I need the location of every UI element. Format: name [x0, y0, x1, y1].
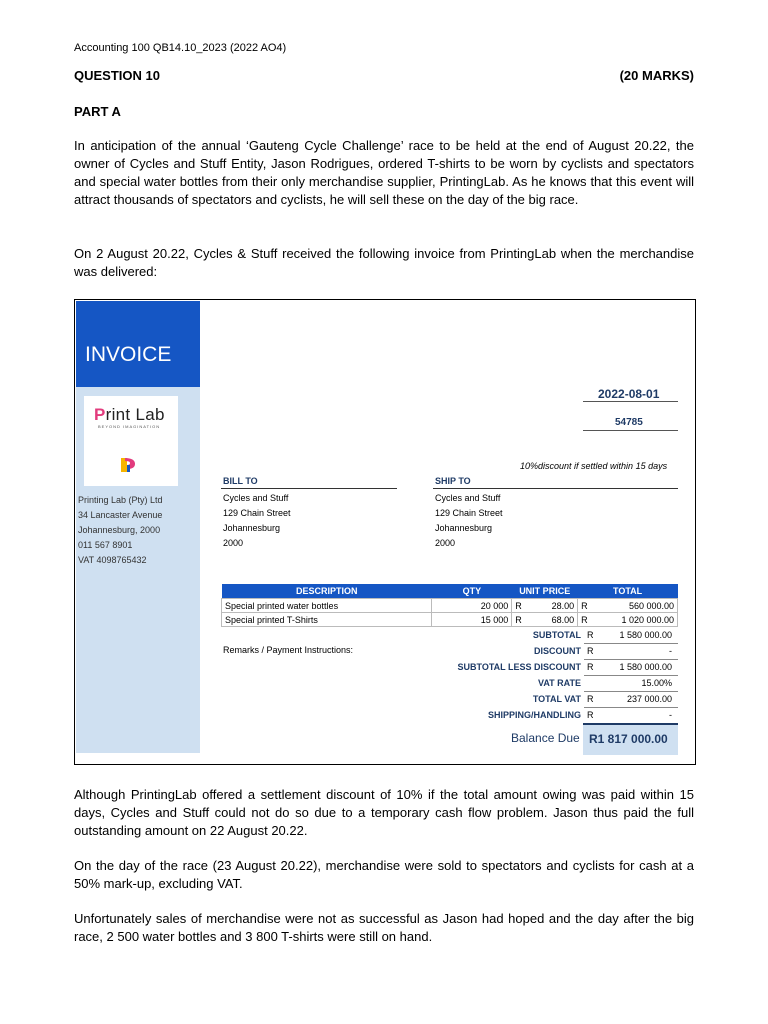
invoice-number: 54785 [615, 417, 643, 428]
supplier-address: Printing Lab (Pty) Ltd 34 Lancaster Avenue Johannesburg, 2000 011 567 8901 VAT 4098765432 [78, 495, 163, 565]
summary-value: 1 580 000.00 [619, 662, 672, 672]
divider [583, 401, 678, 402]
discount-note: 10%discount if settled within 15 days [520, 461, 668, 471]
divider [584, 643, 678, 644]
summary-value: 1 580 000.00 [619, 630, 672, 640]
summary-label: SUBTOTAL LESS DISCOUNT [457, 662, 581, 672]
balance-due-label: Balance Due [511, 731, 580, 745]
divider [584, 675, 678, 676]
remarks-label: Remarks / Payment Instructions: [223, 645, 354, 655]
column-header: UNIT PRICE [512, 584, 578, 599]
column-header: TOTAL [578, 584, 678, 599]
logo-wordmark: Print Lab [94, 405, 165, 424]
summary-label: VAT RATE [538, 678, 581, 688]
summary-value: - [669, 646, 672, 656]
divider [584, 659, 678, 660]
column-header: QTY [432, 584, 512, 599]
bill-to-address: Cycles and Stuff 129 Chain Street Johannesburg 2000 [223, 493, 291, 548]
summary-value: 15.00% [641, 678, 672, 688]
summary-value: 237 000.00 [626, 694, 672, 704]
summary-label: TOTAL VAT [532, 694, 581, 704]
paragraph-2: On 2 August 20.22, Cycles & Stuff received the following invoice from PrintingLab when the merchandise was delivered: [74, 246, 694, 279]
divider [583, 430, 678, 431]
line-items-table [221, 584, 678, 627]
summary-currency: R [587, 630, 594, 640]
invoice-date: 2022-08-01 [598, 387, 660, 401]
question-marks: (20 MARKS) [619, 68, 694, 83]
summary-currency: R [587, 694, 594, 704]
table-row: Special printed T-Shirts 15 000 R 68.00 R 1 020 000.00 [222, 613, 678, 627]
divider [433, 488, 678, 489]
summary-value: - [669, 710, 672, 720]
balance-due-box [583, 723, 678, 755]
divider [221, 488, 397, 489]
summary-currency: R [587, 646, 594, 656]
paragraph-5: Unfortunately sales of merchandise were not as successful as Jason had hoped and the day after the big race, 2 500 water bottles and 3 800 T-shirts were still on hand. [74, 911, 694, 944]
question-title: QUESTION 10 [74, 68, 160, 83]
logo-tagline: BEYOND IMAGINATION [98, 424, 161, 429]
printlab-logo [84, 396, 178, 486]
ship-to-address: Cycles and Stuff 129 Chain Street Johannesburg 2000 [435, 493, 503, 548]
divider [584, 707, 678, 708]
invoice [74, 299, 696, 765]
balance-due-value: R1 817 000.00 [589, 732, 668, 746]
table-row: Special printed water bottles 20 000 R 28.00 R 560 000.00 [222, 599, 678, 613]
invoice-sidebar [76, 301, 200, 753]
table-header-row [222, 584, 678, 599]
ship-to-heading: SHIP TO [435, 476, 471, 486]
paragraph-1: In anticipation of the annual ‘Gauteng Cycle Challenge’ race to be held at the end of August 20.22, the owner of Cycles and Stuff Entity, Jason Rodrigues, ordered T-shirts to be worn by cyclists and spectators and special water bottles from their only merchandise supplier, PrintingLab. As he knows that this event will attract thousands of spectators and cyclists, he will sell these on the day of the big race. [74, 138, 694, 207]
logo-mark-icon [118, 456, 138, 474]
bill-to-heading: BILL TO [223, 476, 258, 486]
paragraph-4: On the day of the race (23 August 20.22), merchandise were sold to spectators and cyclists for cash at a 50% mark-up, excluding VAT. [74, 858, 694, 891]
summary-label: SUBTOTAL [532, 630, 581, 640]
summary-currency: R [587, 662, 594, 672]
invoice-title: INVOICE [85, 343, 172, 366]
summary-label: DISCOUNT [534, 646, 581, 656]
part-heading: PART A [74, 104, 121, 119]
invoice-banner [76, 301, 200, 387]
paragraph-3: Although PrintingLab offered a settlement discount of 10% if the total amount owing was paid within 15 days, Cycles and Stuff could not do so due to a temporary cash flow problem. Jason thus paid the full outstanding amount on 22 August 20.22. [74, 787, 694, 838]
column-header: DESCRIPTION [222, 584, 432, 599]
course-header: Accounting 100 QB14.10_2023 (2022 AO4) [74, 42, 287, 54]
divider [584, 691, 678, 692]
summary-label: SHIPPING/HANDLING [487, 710, 581, 720]
summary-currency: R [587, 710, 594, 720]
